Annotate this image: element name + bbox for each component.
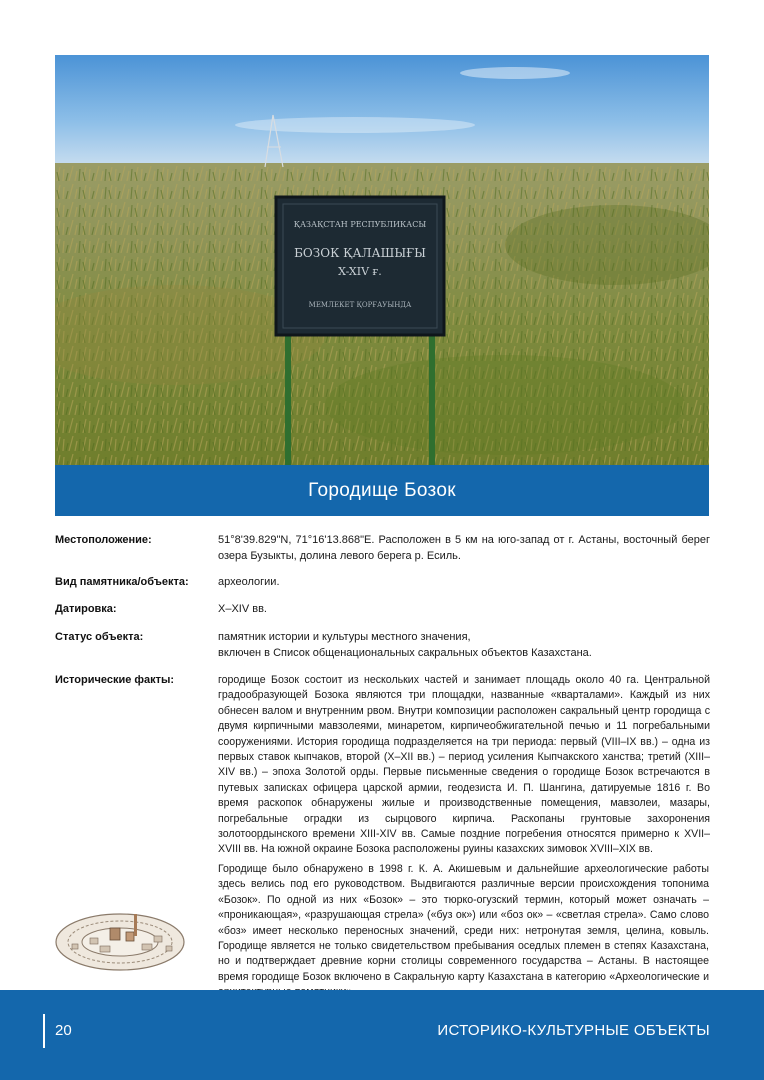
status-label: Статус объекта: — [55, 631, 144, 643]
site-photo — [55, 55, 709, 465]
type-row — [55, 575, 280, 591]
facts-label: Исторические факты: — [55, 674, 175, 686]
type-label: Вид памятника/объекта: — [55, 576, 189, 588]
sign-line-1: ҚАЗАҚСТАН РЕСПУБЛИКАСЫ — [293, 220, 427, 229]
sign-line-4: МЕМЛЕКЕТ ҚОРҒАУЫНДА — [308, 301, 412, 309]
facts-paragraph-2: Городище было обнаружено в 1998 г. К. А. Акишевым и дальнейшие археологические работы здесь велись под его руководством. Выдвигаются различные версии происхождения топонима «Бозок». По одной из них «Бозок» – это тюрко-огузский термин, который может означать – «проникающая», «разрушающая стрела» («буз ок») или «боз ок» – «светлая стрела». Само слово «боз» имеет несколько переносных значений, среди них: нетронутая земля, целина, ковыль. Городище является не только свидетельством пребывания оседлых племен в степях Казахстана, но и подтверждает древние корни столицы современного государства – Астаны. В настоящее время городище Бозок включено в Сакральную карту Казахстана в категорию «Археологические и — [218, 863, 709, 983]
location-label: Местоположение: — [55, 534, 152, 546]
steppe-sign-photo — [55, 55, 709, 465]
status-line-2: включен в Список общенациональных сакральных объектов Казахстана. — [218, 646, 592, 659]
dating-row — [55, 602, 267, 618]
status-value — [218, 630, 592, 661]
page-footer — [0, 990, 764, 1080]
section-title: ИСТОРИКО-КУЛЬТУРНЫЕ ОБЪЕКТЫ — [437, 1022, 710, 1039]
dating-value: X–XIV вв. — [218, 603, 267, 615]
status-line-1: памятник истории и культуры местного значения, — [218, 631, 471, 643]
type-value: археологии. — [218, 576, 280, 588]
settlement-plan-illustration — [50, 900, 192, 978]
location-row — [55, 533, 710, 564]
page-number: 20 — [55, 1022, 72, 1039]
sign-line-2: БОЗОК ҚАЛАШЫҒЫ — [294, 246, 426, 260]
sign-line-3: X-XIV ғ. — [338, 265, 382, 278]
footer-divider — [43, 1014, 45, 1048]
facts-paragraph-1: городище Бозок состоит из нескольких частей и занимает площадь около 40 га. Центральной градообразующей Бозока являются три площадки, названные «кварталами». Каждый из них обнесен валом и внутренним рвом. Внутри композиции расположен сакральный центр городища с двумя кирпичными мавзолеями, минаретом, кирпичеобжигательной печью и 11 погребальными сооружениями. История городища подразделяется на три периода: первый (VIII–IX вв.) – одна из первых ставок кыпчаков, второй (X–XII вв.) – период усиления Кыпчакского ханства; третий (XIII–XIV вв.) – эпоха Золотой орды. Первые письменные сведения о городище Бозок встречаются в путевых записках офицера царской армии, геодезиста И. П. Шангина, датируемые 1816 г. Во время раскопок обнаружены жилые и производственные помещения, мавзолеи, мазары, погребальные оградки из сырцового кирпича. Раскопаны грунтовые захоронения золотоордынского времени XIII-XIV вв. Самые поздние погребения относятся примерно к XVII–XVIII вв. На южной окраине Бозока расположены руины казахских зимовок XVIII–XIX вв. — [218, 674, 710, 856]
dating-label: Датировка: — [55, 603, 117, 615]
status-row — [55, 630, 592, 661]
facts-row — [55, 673, 710, 858]
page-title: Городище Бозок — [55, 465, 709, 516]
location-value: 51°8'39.829"N, 71°16'13.868"E. Расположен в 5 км на юго-запад от г. Астаны, восточный берег озера Бузыкты, долина левого берега р. Есиль. — [218, 534, 710, 562]
